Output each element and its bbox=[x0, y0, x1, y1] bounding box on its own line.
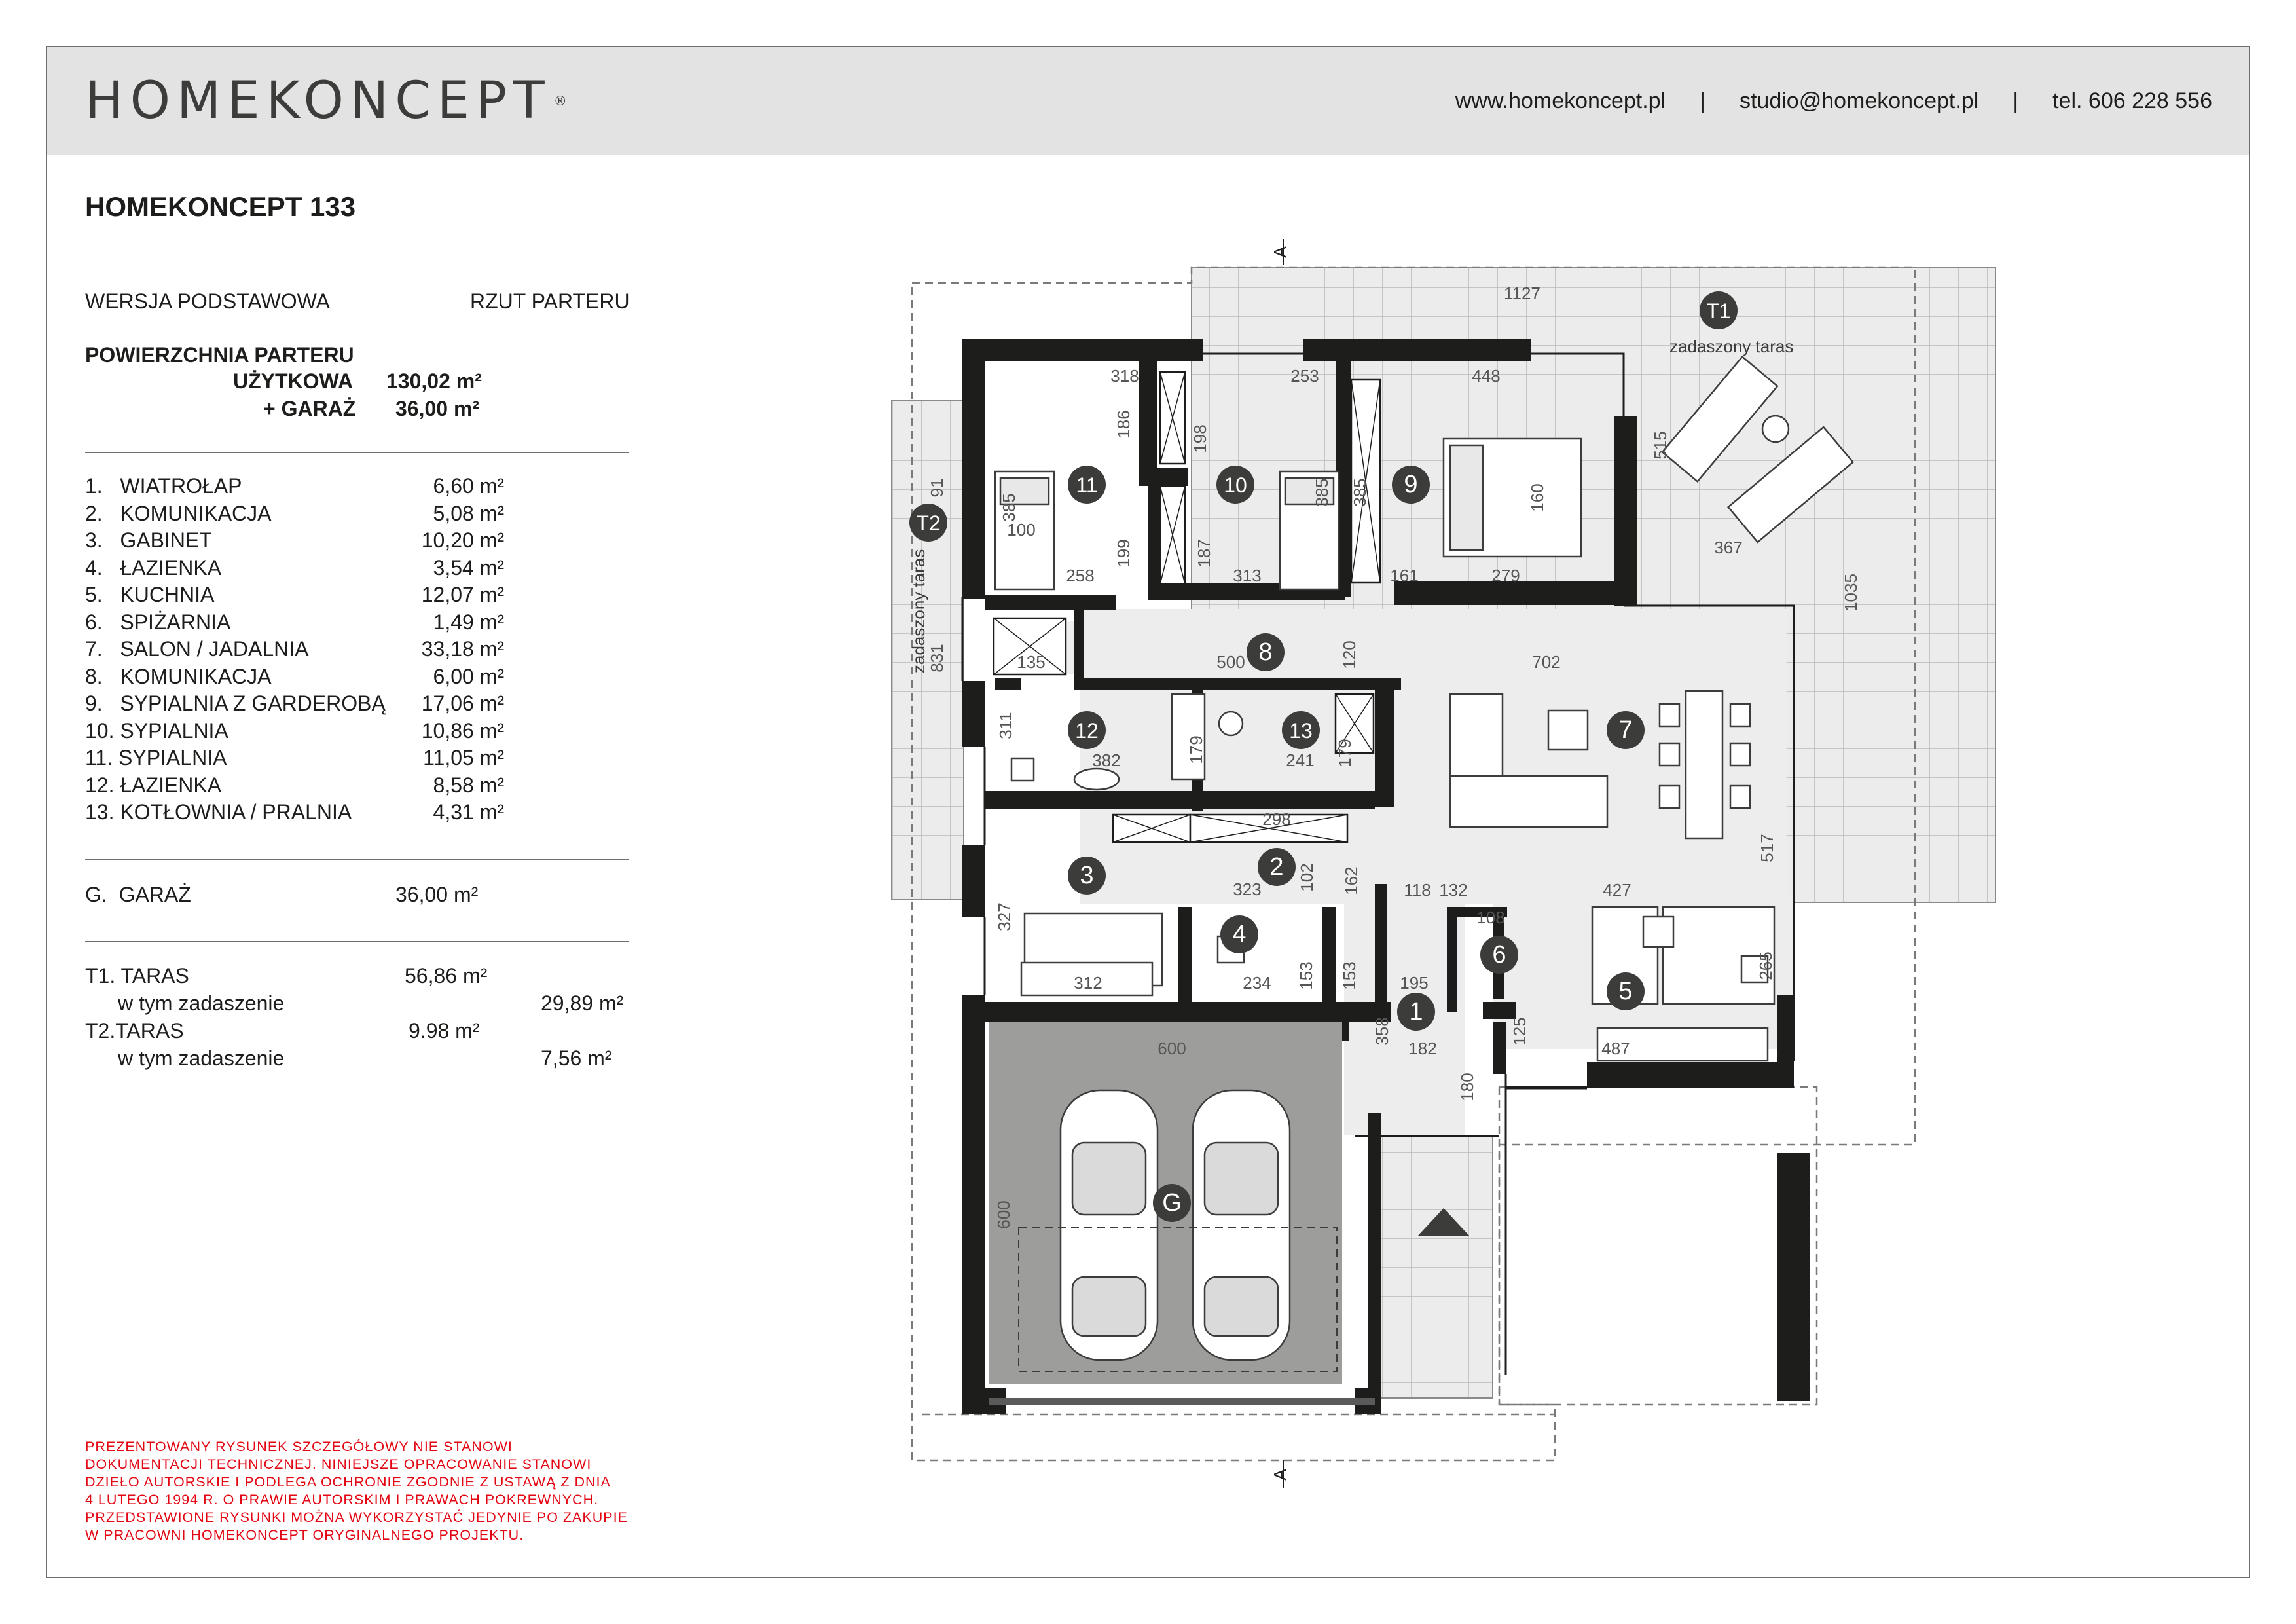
terrace-t1-label: zadaszony taras bbox=[1669, 337, 1794, 356]
garage-sum-value: 36,00 m² bbox=[395, 397, 480, 420]
svg-text:11: 11 bbox=[1076, 473, 1098, 497]
usable-label: UŻYTKOWA bbox=[233, 369, 354, 393]
legend-item: 3. GABINET 10,20 m² bbox=[85, 528, 504, 552]
room-marker-3 bbox=[1068, 857, 1106, 895]
legend-item: 9. SYPIALNIA Z GARDEROBĄ 17,06 m² bbox=[85, 692, 504, 715]
svg-text:3: 3 bbox=[1080, 862, 1094, 889]
svg-text:G: G bbox=[1162, 1189, 1182, 1217]
entrance-tiles bbox=[1375, 1136, 1493, 1398]
dimension-label: 199 bbox=[1114, 539, 1133, 568]
usable-value: 130,02 m² bbox=[386, 369, 482, 393]
view-label: RZUT PARTERU bbox=[470, 289, 630, 313]
phone-number[interactable]: tel. 606 228 556 bbox=[2052, 88, 2212, 113]
brand-logo: HOMEKONCEPT ® bbox=[85, 71, 567, 130]
dimension-label: 702 bbox=[1532, 652, 1561, 672]
copyright-notice: PREZENTOWANY RYSUNEK SZCZEGÓŁOWY NIE STANOWI DOKUMENTACJI TECHNICZNEJ. NINIEJSZE OPRACOWANIE STANOWI DZIEŁO AUTORSKIE I PODLEGA OCHRONIE ZGODNIE Z USTAWĄ Z DNIA 4 LUTEGO 1994 R. O PRAWIE AUTORSKIM I PRAWACH POKREWNYCH. PRZEDSTAWIONE RYSUNKI MOŻNA WYKORZYSTAĆ JEDYNIE PO ZAKUPIE W PRACOWNI HOMEKONCEPT ORYGINALNEGO PROJEKTU. bbox=[85, 1439, 628, 1543]
room-marker-t2 bbox=[909, 504, 947, 542]
dimension-label: 500 bbox=[1216, 652, 1245, 672]
dimension-label: 195 bbox=[1400, 973, 1429, 993]
version-label: WERSJA PODSTAWOWA bbox=[85, 289, 330, 313]
dimension-label: 298 bbox=[1262, 809, 1291, 829]
section-mark-top bbox=[1270, 239, 1290, 265]
dimension-label: 1127 bbox=[1504, 284, 1540, 303]
dimension-label: 318 bbox=[1110, 366, 1139, 386]
dimension-label: 161 bbox=[1390, 566, 1419, 585]
dimension-label: 385 bbox=[999, 493, 1019, 522]
dimension-label: 515 bbox=[1650, 431, 1670, 460]
dimension-label: 311 bbox=[996, 712, 1015, 739]
svg-text:8: 8 bbox=[1258, 638, 1273, 666]
room-marker-g bbox=[1153, 1184, 1191, 1222]
dimension-label: 382 bbox=[1092, 750, 1121, 770]
garage-row: G. GARAŻ bbox=[85, 883, 191, 906]
svg-text:1: 1 bbox=[1409, 998, 1423, 1025]
dimension-label: 258 bbox=[1066, 566, 1095, 585]
legend-item: 1. WIATROŁAP 6,60 m² bbox=[85, 474, 504, 498]
dimension-label: 102 bbox=[1297, 863, 1317, 892]
dimension-label: 427 bbox=[1603, 880, 1631, 900]
garage-sum-label: + GARAŻ bbox=[263, 397, 356, 420]
dimension-label: 179 bbox=[1186, 735, 1206, 764]
dimension-label: 600 bbox=[994, 1200, 1013, 1229]
svg-text:5: 5 bbox=[1618, 978, 1633, 1005]
room-marker-4 bbox=[1220, 915, 1258, 953]
dimension-label: 182 bbox=[1408, 1039, 1437, 1058]
svg-text:T2: T2 bbox=[916, 511, 941, 535]
dimension-label: 91 bbox=[927, 478, 947, 498]
svg-text:6: 6 bbox=[1492, 941, 1506, 969]
terrace-t2-label: zadaszony taras bbox=[909, 549, 928, 673]
terrace-2-covered-area: 7,56 m² bbox=[541, 1046, 612, 1070]
car-left bbox=[1061, 1090, 1157, 1360]
room-marker-7 bbox=[1607, 711, 1645, 749]
terrace-2: T2.TARAS bbox=[85, 1019, 184, 1043]
legend-item: 5. KUCHNIA 12,07 m² bbox=[85, 583, 504, 606]
dimension-label: 153 bbox=[1296, 961, 1316, 990]
contact-info: www.homekoncept.pl | studio@homekoncept.pl | tel. 606 228 556 bbox=[1455, 88, 2212, 113]
svg-text:T1: T1 bbox=[1706, 299, 1731, 323]
dimension-label: 179 bbox=[1335, 739, 1355, 767]
dimension-label: 135 bbox=[1017, 652, 1046, 672]
legend-item: 7. SALON / JADALNIA 33,18 m² bbox=[85, 637, 504, 661]
terrace-2-area: 9.98 m² bbox=[409, 1019, 480, 1043]
svg-text:A: A bbox=[1270, 246, 1290, 258]
dimension-label: 279 bbox=[1491, 566, 1520, 585]
dimension-label: 313 bbox=[1233, 566, 1262, 585]
terrace-1-covered-area: 29,89 m² bbox=[541, 991, 624, 1015]
dimension-label: 327 bbox=[994, 902, 1014, 931]
dimension-label: 487 bbox=[1601, 1039, 1630, 1058]
room-marker-5 bbox=[1607, 972, 1645, 1010]
room-marker-11 bbox=[1068, 466, 1106, 504]
dimension-label: 108 bbox=[1476, 908, 1505, 927]
legend-item: 2. KOMUNIKACJA 5,08 m² bbox=[85, 501, 504, 525]
room-marker-8 bbox=[1247, 633, 1285, 671]
dimension-label: 132 bbox=[1439, 880, 1468, 900]
dimension-label: 831 bbox=[927, 644, 947, 673]
room-marker-6 bbox=[1480, 936, 1518, 974]
room-marker-12 bbox=[1068, 711, 1106, 749]
dimension-label: 186 bbox=[1114, 410, 1133, 439]
dimension-label: 153 bbox=[1339, 961, 1359, 990]
dimension-label: 385 bbox=[1312, 478, 1332, 507]
svg-text:12: 12 bbox=[1075, 719, 1099, 743]
terrace-1-area: 56,86 m² bbox=[405, 964, 488, 987]
dimension-label: 187 bbox=[1194, 539, 1214, 568]
terrace-2-covered-label: w tym zadaszenie bbox=[118, 1046, 285, 1070]
dimension-label: 241 bbox=[1286, 750, 1315, 770]
project-title: HOMEKONCEPT 133 bbox=[85, 191, 356, 222]
dimension-label: 253 bbox=[1290, 366, 1319, 386]
dimension-label: 517 bbox=[1757, 834, 1777, 862]
room-marker-9 bbox=[1392, 466, 1430, 504]
dimension-label: 234 bbox=[1243, 973, 1271, 993]
legend-item: 12. ŁAZIENKA 8,58 m² bbox=[85, 773, 504, 797]
terrace-1: T1. TARAS bbox=[85, 964, 189, 987]
dimension-label: 358 bbox=[1372, 1017, 1392, 1046]
svg-text:A: A bbox=[1270, 1469, 1290, 1481]
dimension-label: 1035 bbox=[1841, 574, 1861, 612]
svg-text:4: 4 bbox=[1232, 921, 1247, 948]
svg-text:2: 2 bbox=[1269, 853, 1284, 881]
dimension-label: 600 bbox=[1157, 1039, 1186, 1058]
legend-item: 4. ŁAZIENKA 3,54 m² bbox=[85, 555, 504, 580]
svg-text:10: 10 bbox=[1224, 473, 1247, 497]
area-heading: POWIERZCHNIA PARTERU bbox=[85, 343, 354, 367]
email-link[interactable]: studio@homekoncept.pl bbox=[1739, 88, 1979, 113]
legend-item: 6. SPIŻARNIA 1,49 m² bbox=[85, 610, 504, 634]
dimension-label: 162 bbox=[1341, 866, 1361, 895]
room-marker-1 bbox=[1397, 993, 1435, 1031]
room-marker-13 bbox=[1282, 711, 1320, 749]
dimension-label: 118 bbox=[1404, 880, 1431, 900]
dimension-label: 180 bbox=[1457, 1073, 1477, 1101]
room-marker-t1 bbox=[1700, 291, 1738, 329]
dimension-label: 160 bbox=[1527, 483, 1547, 512]
room-marker-2 bbox=[1258, 848, 1296, 886]
dimension-label: 125 bbox=[1510, 1017, 1529, 1046]
terrace-1-covered-label: w tym zadaszenie bbox=[118, 991, 285, 1015]
svg-text:7: 7 bbox=[1618, 716, 1633, 744]
dimension-label: 367 bbox=[1714, 538, 1743, 557]
dimension-label: 198 bbox=[1190, 424, 1210, 453]
dimension-label: 120 bbox=[1339, 640, 1359, 669]
dimension-label: 265 bbox=[1756, 951, 1776, 980]
dimension-label: 323 bbox=[1233, 879, 1262, 899]
dimension-label: 448 bbox=[1472, 366, 1501, 386]
dimension-label: 385 bbox=[1350, 478, 1370, 507]
section-mark-bottom bbox=[1270, 1460, 1290, 1488]
legend-item: 13. KOTŁOWNIA / PRALNIA 4,31 m² bbox=[85, 800, 504, 824]
garage-area: 36,00 m² bbox=[395, 883, 479, 906]
legend-item: 11. SYPIALNIA 11,05 m² bbox=[85, 746, 504, 769]
website-link[interactable]: www.homekoncept.pl bbox=[1455, 88, 1666, 113]
car-right bbox=[1193, 1090, 1290, 1360]
legend-item: 8. KOMUNIKACJA 6,00 m² bbox=[85, 664, 504, 688]
room-marker-10 bbox=[1216, 466, 1254, 504]
svg-text:9: 9 bbox=[1404, 471, 1418, 498]
dimension-label: 312 bbox=[1074, 973, 1102, 993]
legend-item: 10. SYPIALNIA 10,86 m² bbox=[85, 718, 504, 743]
dimension-label: 100 bbox=[1007, 520, 1036, 540]
svg-text:13: 13 bbox=[1289, 719, 1313, 743]
